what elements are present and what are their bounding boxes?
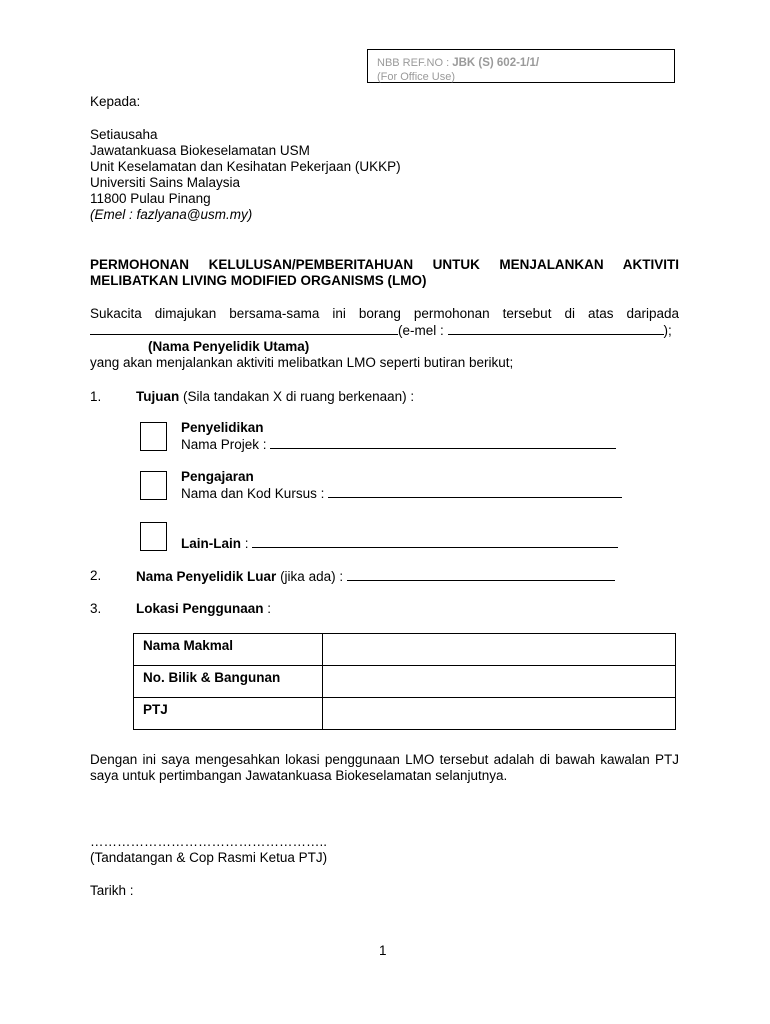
section-2-heading xyxy=(136,568,615,585)
section-1-number: 1. xyxy=(90,389,102,404)
section-3-title: Lokasi Penggunaan xyxy=(136,601,264,616)
option-penyelidikan xyxy=(181,420,616,453)
section-2-title: Nama Penyelidik Luar xyxy=(136,569,277,584)
section-3-heading xyxy=(136,601,271,617)
section-2-suffix: (jika ada) : xyxy=(276,569,347,584)
address-line: Setiausaha xyxy=(90,127,158,142)
principal-email-field[interactable] xyxy=(448,322,664,335)
date-label: Tarikh : xyxy=(90,883,134,898)
section-2-number: 2. xyxy=(90,568,102,583)
address-line: Universiti Sains Malaysia xyxy=(90,175,241,190)
reference-label: NBB REF.NO xyxy=(377,57,444,69)
signature-line[interactable]: …………………………………………….. xyxy=(90,834,328,849)
section-3-number: 3. xyxy=(90,601,102,616)
principal-name-caption: (Nama Penyelidik Utama) xyxy=(148,339,310,354)
office-reference-box xyxy=(367,49,675,83)
signature-caption: (Tandatangan & Cop Rasmi Ketua PTJ) xyxy=(90,850,328,865)
reference-line xyxy=(377,56,674,70)
intro-paragraph xyxy=(90,306,679,371)
lain-lain-checkbox[interactable] xyxy=(140,522,167,551)
lab-name-label: Nama Makmal xyxy=(134,634,323,666)
field-label: : xyxy=(241,536,253,551)
course-name-code-field[interactable] xyxy=(328,485,622,498)
option-title: Penyelidikan xyxy=(181,420,264,435)
recipient-email: (Emel : fazlyana@usm.my) xyxy=(90,207,253,222)
section-1-instruction: (Sila tandakan X di ruang berkenaan) : xyxy=(179,389,415,404)
form-title xyxy=(90,257,679,289)
external-researcher-field[interactable] xyxy=(347,568,615,581)
section-1-title: Tujuan xyxy=(136,389,180,404)
table-row xyxy=(134,666,676,698)
lab-name-input-cell[interactable] xyxy=(323,634,676,666)
option-title: Lain-Lain xyxy=(181,536,241,551)
reference-separator: : xyxy=(443,57,453,69)
title-line-1: PERMOHONAN KELULUSAN/PEMBERITAHUAN UNTUK MENJALANKAN AKTIVITI xyxy=(90,257,679,272)
page-number: 1 xyxy=(379,943,387,958)
room-building-label: No. Bilik & Bangunan xyxy=(134,666,323,698)
option-title: Pengajaran xyxy=(181,469,254,484)
section-1-heading xyxy=(136,389,414,405)
project-name-field[interactable] xyxy=(270,436,616,449)
ptj-input-cell[interactable] xyxy=(323,698,676,730)
address-line: Jawatankuasa Biokeselamatan USM xyxy=(90,143,310,158)
intro-line-1: Sukacita dimajukan bersama-sama ini borang permohonan tersebut di atas daripada xyxy=(90,306,679,321)
email-end: ); xyxy=(663,323,672,338)
section-3-suffix: : xyxy=(263,601,272,616)
intro-line-2 xyxy=(90,322,679,339)
field-label: Nama dan Kod Kursus : xyxy=(181,486,329,501)
email-label: (e-mel : xyxy=(398,323,448,338)
recipient-address xyxy=(90,127,401,223)
principal-name-field[interactable] xyxy=(90,322,398,335)
intro-line-3: yang akan menjalankan aktiviti melibatkan LMO seperti butiran berikut; xyxy=(90,355,514,370)
field-label: Nama Projek : xyxy=(181,437,271,452)
office-use-note: (For Office Use) xyxy=(377,71,456,83)
address-line: Unit Keselamatan dan Kesihatan Pekerjaan (UKKP) xyxy=(90,159,401,174)
pengajaran-checkbox[interactable] xyxy=(140,471,167,500)
table-row xyxy=(134,698,676,730)
location-table xyxy=(133,633,676,730)
room-building-input-cell[interactable] xyxy=(323,666,676,698)
address-line: 11800 Pulau Pinang xyxy=(90,191,211,206)
signature-block xyxy=(90,834,327,866)
reference-value: JBK (S) 602-1/1/ xyxy=(452,57,540,69)
option-field xyxy=(181,485,622,502)
confirmation-line-1: Dengan ini saya mengesahkan lokasi penggunaan LMO tersebut adalah di bawah kawalan PTJ xyxy=(90,752,679,767)
option-pengajaran xyxy=(181,469,622,502)
penyelidikan-checkbox[interactable] xyxy=(140,422,167,451)
other-purpose-field[interactable] xyxy=(252,535,618,548)
table-row xyxy=(134,634,676,666)
ptj-label: PTJ xyxy=(134,698,323,730)
confirmation-line-2: saya untuk pertimbangan Jawatankuasa Biokeselamatan selanjutnya. xyxy=(90,768,508,783)
greeting: Kepada: xyxy=(90,94,141,109)
option-field xyxy=(181,436,616,453)
title-line-2: MELIBATKAN LIVING MODIFIED ORGANISMS (LMO) xyxy=(90,273,427,288)
option-lain-lain xyxy=(181,535,618,552)
confirmation-paragraph xyxy=(90,752,679,784)
